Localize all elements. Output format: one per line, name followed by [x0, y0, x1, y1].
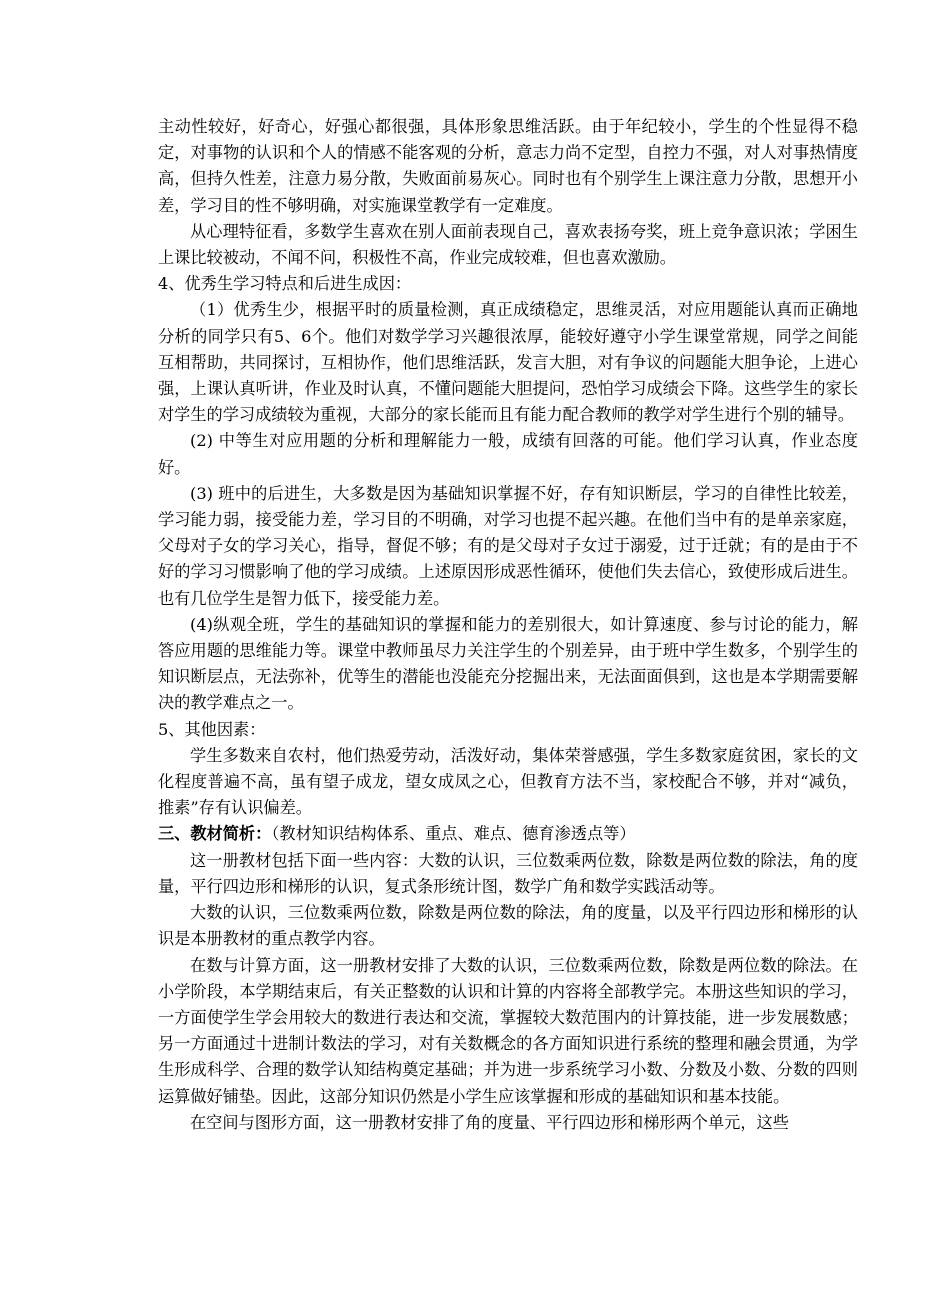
paragraph-top-students: （1）优秀生少，根据平时的质量检测，真正成绩稳定，思维灵活，对应用题能认真而正确地分析的同学只有5、6个。他们对数学学习兴趣很浓厚，能较好遵守小学生课堂常规，同学之间能互相帮助，共同探讨，互相协作，他们思维活跃，发言大胆，对有争议的问题能大胆争论，上进心强，上课认真听讲，作业及时认真，不懂问题能大胆提问，恐怕学习成绩会下降。这些学生的家长对学生的学习成绩较为重视，大部分的家长能而且有能力配合教师的教学对学生进行个别的辅导。 [158, 300, 858, 425]
paragraph-space-geometry: 在空间与图形方面，这一册教材安排了角的度量、平行四边形和梯形两个单元，这些 [190, 1112, 789, 1132]
heading-section-3-title: 三、教材简析： [158, 824, 272, 844]
paragraph-class-overview: (4)纵观全班，学生的基础知识的掌握和能力的差别很大，如计算速度、参与讨论的能力，解答应用题的思维能力等。课堂中教师虽尽力关注学生的个别差异，由于班中学生数多，个别学生的知识断层点，无法弥补，优等生的潜能也没能充分挖掘出来，无法面面俱到，这也是本学期需要解决的教学难点之一。 [158, 614, 858, 713]
document-page [158, 114, 858, 1136]
heading-section-5: 5、其他因素： [158, 719, 266, 739]
paragraph-textbook-contents: 这一册教材包括下面一些内容：大数的认识，三位数乘两位数，除数是两位数的除法，角的度量，平行四边形和梯形的认识，复式条形统计图，数学广角和数学实践活动等。 [158, 850, 858, 896]
heading-section-4: 4、优秀生学习特点和后进生成因： [158, 274, 412, 294]
paragraph-student-traits: 主动性较好，好奇心，好强心都很强，具体形象思维活跃。由于年纪较小，学生的个性显得不稳定，对事物的认识和个人的情感不能客观的分析，意志力尚不定型，自控力不强，对人对事热情度高，但持久性差，注意力易分散，失败面前易灰心。同时也有个别学生上课注意力分散，思想开小差，学习目的性不够明确，对实施课堂教学有一定难度。 [158, 117, 858, 215]
paragraph-key-content: 大数的认识，三位数乘两位数，除数是两位数的除法，角的度量，以及平行四边形和梯形的认识是本册教材的重点教学内容。 [158, 903, 858, 949]
paragraph-middle-students: (2) 中等生对应用题的分析和理解能力一般，成绩有回落的可能。他们学习认真，作业态度好。 [158, 431, 858, 477]
paragraph-numbers-computation: 在数与计算方面，这一册教材安排了大数的认识，三位数乘两位数，除数是两位数的除法。在小学阶段，本学期结束后，有关正整数的认识和计算的内容将全部教学完。本册这些知识的学习，一方面使学生学会用较大的数进行表达和交流，掌握较大数范围内的计算技能，进一步发展数感；另一方面通过十进制计数法的学习，对有关数概念的各方面知识进行系统的整理和融会贯通，为学生形成科学、合理的数学认知结构奠定基础；并为进一步系统学习小数、分数及小数、分数的四则运算做好铺垫。因此，这部分知识仍然是小学生应该掌握和形成的基础知识和基本技能。 [158, 955, 858, 1106]
heading-section-3 [158, 821, 858, 847]
paragraph-other-factors: 学生多数来自农村，他们热爱劳动，活泼好动，集体荣誉感强，学生多数家庭贫困，家长的文化程度普遍不高，虽有望子成龙，望女成凤之心，但教育方法不当，家校配合不够，并对“减负，推素”存有认识偏差。 [158, 745, 858, 818]
heading-section-3-subtitle: （教材知识结构体系、重点、难点、德育渗透点等） [271, 824, 636, 844]
paragraph-struggling-students: (3) 班中的后进生，大多数是因为基础知识掌握不好，存有知识断层，学习的自律性比较差，学习能力弱，接受能力差，学习目的不明确，对学习也提不起兴趣。在他们当中有的是单亲家庭，父母对子女的学习关心，指导，督促不够；有的是父母对子女过于溺爱，过于迁就；有的是由于不好的学习习惯影响了他的学习成绩。上述原因形成恶性循环，使他们失去信心，致使形成后进生。也有几位学生是智力低下，接受能力差。 [158, 483, 858, 608]
paragraph-psychology: 从心理特征看，多数学生喜欢在别人面前表现自己，喜欢表扬夸奖，班上竞争意识浓；学困生上课比较被动，不闻不问，积极性不高，作业完成较难，但也喜欢激励。 [158, 221, 858, 268]
